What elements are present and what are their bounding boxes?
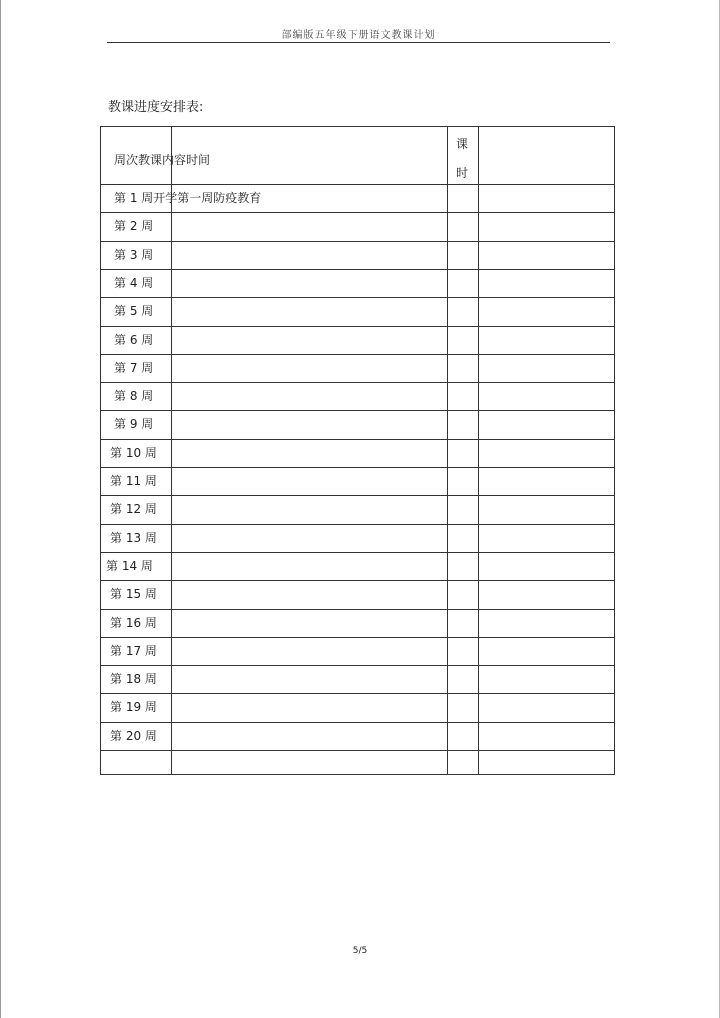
- row-divider: [101, 184, 614, 185]
- row-divider: [101, 354, 614, 355]
- table-row-label: 第 5 周: [114, 304, 154, 319]
- section-title: 教课进度安排表:: [108, 100, 204, 115]
- table-row-label: 第 13 周: [110, 530, 157, 545]
- table-row-label: 第 12 周: [110, 502, 157, 517]
- row-divider: [101, 212, 614, 213]
- row-divider: [101, 326, 614, 327]
- table-row-label: 第 2 周: [114, 219, 154, 234]
- row-divider: [101, 495, 614, 496]
- row-divider: [101, 241, 614, 242]
- row-divider: [101, 609, 614, 610]
- table-header-hours-bottom: 时: [456, 166, 469, 180]
- table-header-main: 周次教课内容时间: [114, 153, 211, 167]
- table-row-label: 第 3 周: [114, 247, 154, 262]
- column-divider-3: [478, 127, 479, 774]
- row-divider: [101, 382, 614, 383]
- row-divider: [101, 580, 614, 581]
- row-divider: [101, 552, 614, 553]
- table-row-label: 第 4 周: [114, 275, 154, 290]
- table-row-label: 第 19 周: [110, 700, 157, 715]
- page-edge-left: [0, 0, 1, 1018]
- table-row-label: 第 20 周: [110, 728, 157, 743]
- schedule-table: [100, 126, 615, 775]
- row-divider: [101, 439, 614, 440]
- table-row-label: 第 10 周: [110, 445, 157, 460]
- table-row-label: 第 8 周: [114, 389, 154, 404]
- row-divider: [101, 693, 614, 694]
- row-divider: [101, 297, 614, 298]
- row-divider: [101, 722, 614, 723]
- table-row-label: 第 1 周开学第一周防疫教育: [114, 191, 262, 205]
- table-row-label: 第 14 周: [106, 558, 153, 573]
- table-row-label: 第 17 周: [110, 643, 157, 658]
- page-header-title: 部编版五年级下册语文教课计划: [281, 30, 436, 41]
- page-number: 5/5: [352, 946, 368, 956]
- table-row-label: 第 9 周: [114, 417, 154, 432]
- row-divider: [101, 524, 614, 525]
- table-row-label: 第 18 周: [110, 672, 157, 687]
- table-row-label: 第 7 周: [114, 360, 154, 375]
- table-header-hours-top: 课: [456, 137, 469, 151]
- table-row-label: 第 11 周: [110, 474, 157, 488]
- row-divider: [101, 467, 614, 468]
- table-row-label: 第 6 周: [114, 332, 154, 347]
- row-divider: [101, 410, 614, 411]
- table-row-label: 第 15 周: [110, 587, 157, 602]
- column-divider-1: [171, 127, 172, 774]
- row-divider: [101, 750, 614, 751]
- header-rule: [107, 42, 610, 43]
- row-divider: [101, 269, 614, 270]
- row-divider: [101, 665, 614, 666]
- row-divider: [101, 637, 614, 638]
- table-row-label: 第 16 周: [110, 615, 157, 630]
- column-divider-2: [447, 127, 448, 774]
